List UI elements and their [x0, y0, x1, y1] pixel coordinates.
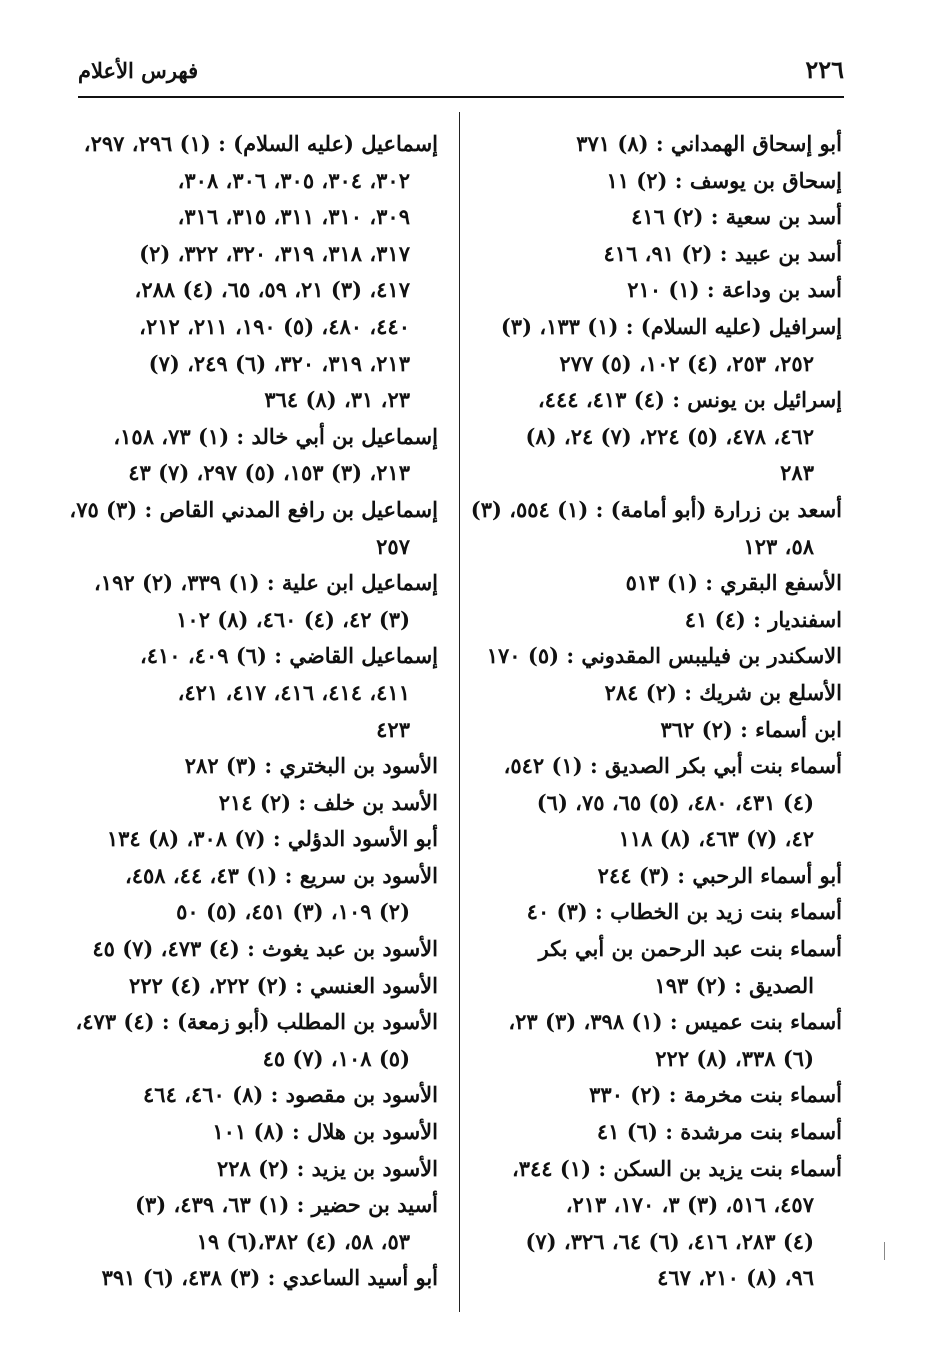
- index-entry: [476, 675, 842, 712]
- index-entry: [476, 163, 842, 200]
- entry-continuation-line: ٢٥٧: [376, 533, 410, 559]
- entry-continuation-line: ٣٠٢، ٣٠٤، ٣٠٥، ٣٠٦، ٣٠٨،: [177, 167, 410, 193]
- entry-continuation-line: ٤٥٧، ٥١٦، (٣) ٣، ١٧٠، ٢١٣،: [565, 1192, 814, 1218]
- index-entry: [78, 1260, 438, 1297]
- index-entry: [476, 565, 842, 602]
- entry-continuation-line: (٣) ٤٢، (٤) ٤٦٠، (٨) ١٠٢: [176, 606, 410, 632]
- index-column-left: [69, 126, 438, 1297]
- entry-heading-line: الأسود بن المطلب (أبو زمعة) : (٤) ٤٧٣،: [75, 1009, 438, 1035]
- entry-heading-line: أسد بن سعية : (٢) ٤١٦: [631, 204, 842, 230]
- index-entry: [476, 931, 842, 1004]
- entry-heading-line: الأسلع بن شريك : (٢) ٢٨٤: [604, 679, 842, 705]
- entry-heading-line: أسد بن وداعة : (١) ٢١٠: [627, 277, 842, 303]
- entry-heading-line: أبو أسيد الساعدي : (٣) ٤٣٨، (٦) ٣٩١: [101, 1265, 438, 1291]
- entry-heading-line: أسماء بنت عميس : (١) ٣٩٨، (٣) ٢٣،: [508, 1009, 842, 1035]
- index-entry: [78, 565, 438, 638]
- column-divider: [459, 112, 460, 1312]
- index-entry: [476, 1077, 842, 1114]
- entry-continuation-line: ٤٢، (٧) ٤٦٣، (٨) ١١٨: [618, 826, 814, 852]
- margin-mark: [884, 1242, 885, 1260]
- entry-heading-line: الأسود بن البختري : (٣) ٢٨٢: [184, 753, 438, 779]
- index-entry: [78, 126, 438, 419]
- entry-heading-line: أسماء بنت زيد بن الخطاب : (٣) ٤٠: [526, 899, 842, 925]
- index-entry: [476, 272, 842, 309]
- entry-heading-line: أسماء بنت أبي بكر الصديق : (١) ٥٤٢،: [503, 753, 842, 779]
- entry-heading-line: إسرافيل (عليه السلام) : (١) ١٣٣، (٣): [500, 313, 842, 339]
- index-entry: [476, 712, 842, 749]
- entry-continuation-line: (٦) ٣٣٨، (٨) ٢٢٢: [655, 1045, 814, 1071]
- entry-heading-line: إسماعيل القاضي : (٦) ٤٠٩، ٤١٠،: [139, 643, 438, 669]
- index-entry: [78, 1077, 438, 1114]
- entry-continuation-line: ٢٨٣: [780, 460, 814, 486]
- entry-heading-line: الأسد بن خلف : (٢) ٢١٤: [218, 789, 438, 815]
- entry-continuation-line: (٤) ٤٣١، ٤٨٠، (٥) ٦٥، ٧٥، (٦): [536, 789, 814, 815]
- index-entry: [476, 602, 842, 639]
- entry-heading-line: إسماعيل (عليه السلام) : (١) ٢٩٦، ٢٩٧،: [83, 131, 438, 156]
- header-rule: [78, 96, 844, 98]
- entry-heading-line: إسماعيل بن رافع المدني القاص : (٣) ٧٥،: [69, 496, 438, 522]
- index-entry: [476, 126, 842, 163]
- index-entry: [476, 1004, 842, 1077]
- page-number: ٢٢٦: [805, 55, 844, 84]
- entry-continuation-line: ٥٣، ٥٨، (٤) ٣٨٢،(٦) ١٩: [196, 1228, 410, 1254]
- index-entry: [78, 785, 438, 822]
- entry-continuation-line: ٤٤٠، ٤٨٠، (٥) ١٩٠، ٢١١، ٢١٢،: [139, 313, 410, 339]
- index-entry: [78, 968, 438, 1005]
- index-entry: [476, 638, 842, 675]
- index-entry: [476, 236, 842, 273]
- index-entry: [78, 858, 438, 931]
- entry-continuation-line: ٤٦٢، ٤٧٨، (٥) ٢٢٤، (٧) ٢٤، (٨): [525, 423, 814, 449]
- entry-continuation-line: ٤١٧، (٣) ٢١، ٥٩، ٦٥، (٤) ٢٨٨،: [134, 277, 410, 303]
- entry-heading-line: الأسود بن عبد يغوث : (٤) ٤٧٣، (٧) ٤٥: [92, 936, 438, 962]
- entry-heading-line: ابن أسماء : (٢) ٣٦٢: [660, 716, 842, 742]
- index-entry: [476, 1151, 842, 1297]
- index-entry: [78, 1151, 438, 1188]
- entry-heading-line: أسماء بنت مرشدة : (٦) ٤١: [596, 1119, 842, 1145]
- entry-heading-line: إسرائيل بن يونس : (٤) ٤١٣، ٤٤٤،: [537, 387, 842, 413]
- index-entry: [78, 1114, 438, 1151]
- index-entry: [78, 419, 438, 492]
- entry-continuation-line: ٥٨، ١٢٣: [743, 533, 814, 559]
- entry-continuation-line: ٤٢٣: [376, 716, 410, 742]
- entry-heading-line: الأسود بن مقصود : (٨) ٤٦٠، ٤٦٤: [143, 1082, 438, 1108]
- entry-continuation-line: ٢٥٢، ٢٥٣، (٤) ١٠٢، (٥) ٢٧٧: [559, 350, 814, 376]
- index-entry: [476, 199, 842, 236]
- entry-heading-line: الأسود بن هلال : (٨) ١٠١: [212, 1119, 438, 1145]
- entry-heading-line: أبو أسماء الرحبي : (٣) ٢٤٤: [597, 862, 842, 888]
- entry-continuation-line: ٢٣، ٣١، (٨) ٣٦٤: [264, 387, 410, 413]
- entry-continuation-line: ٣١٧، ٣١٨، ٣١٩، ٣٢٠، ٣٢٢، (٢): [139, 240, 410, 266]
- entry-continuation-line: الصديق : (٢) ١٩٣: [654, 972, 814, 998]
- entry-continuation-line: (٥) ١٠٨، (٧) ٤٥: [262, 1045, 410, 1071]
- entry-heading-line: الاسكندر بن فيليبس المقدوني : (٥) ١٧٠: [486, 643, 842, 669]
- entry-heading-line: أسماء بنت يزيد بن السكن : (١) ٣٤٤،: [511, 1155, 842, 1181]
- entry-heading-line: الأسود بن يزيد : (٢) ٢٢٨: [216, 1155, 438, 1181]
- index-entry: [476, 894, 842, 931]
- entry-heading-line: أسماء بنت مخرمة : (٢) ٣٣٠: [589, 1082, 842, 1108]
- index-column-right: [470, 126, 842, 1297]
- entry-continuation-line: ٤١١، ٤١٤، ٤١٦، ٤١٧، ٤٢١،: [177, 679, 410, 705]
- index-entry: [476, 858, 842, 895]
- index-entry: [69, 492, 438, 565]
- entry-heading-line: أسماء بنت عبد الرحمن بن أبي بكر: [538, 936, 842, 962]
- entry-continuation-line: ٢١٣، (٣) ١٥٣، (٥) ٢٩٧، (٧) ٤٣: [128, 460, 410, 486]
- entry-continuation-line: ٩٦، (٨) ٢١٠، ٤٦٧: [657, 1265, 814, 1291]
- entry-heading-line: أبو إسحاق الهمداني : (٨) ٣٧١: [576, 131, 842, 156]
- entry-heading-line: إسحاق بن يوسف : (٢) ١١: [606, 167, 842, 193]
- entry-heading-line: أسيد بن حضير : (١) ٦٣، ٤٣٩، (٣): [135, 1192, 438, 1218]
- index-entry: [78, 821, 438, 858]
- entry-heading-line: الأسفع البقري : (١) ٥١٣: [625, 570, 842, 596]
- entry-heading-line: الأسود بن سريع : (١) ٤٣، ٤٤، ٤٥٨،: [124, 862, 438, 888]
- entry-continuation-line: ٢١٣، ٣١٩، ٣٢٠، (٦) ٢٤٩، (٧): [148, 350, 410, 376]
- entry-continuation-line: (٤) ٢٨٣، ٤١٦، (٦) ٦٤، ٣٢٦، (٧): [525, 1228, 814, 1254]
- index-entry: [78, 1187, 438, 1260]
- page-header: [78, 55, 844, 100]
- index-entry: [470, 492, 842, 565]
- entry-heading-line: أسد بن عبيد : (٢) ٩١، ٤١٦: [603, 240, 842, 266]
- index-entry: [78, 931, 438, 968]
- entry-heading-line: أبو الأسود الدؤلي : (٧) ٣٠٨، (٨) ١٣٤: [106, 826, 438, 852]
- running-title: فهرس الأعلام: [78, 58, 199, 83]
- index-entry: [75, 1004, 438, 1077]
- index-entry: [476, 382, 842, 492]
- index-entry: [78, 748, 438, 785]
- entry-heading-line: إسماعيل بن أبي خالد : (١) ٧٣، ١٥٨،: [113, 423, 438, 449]
- entry-continuation-line: ٣٠٩، ٣١٠، ٣١١، ٣١٥، ٣١٦،: [177, 204, 410, 230]
- index-entry: [476, 1114, 842, 1151]
- entry-heading-line: الأسود العنسي : (٢) ٢٢٢، (٤) ٢٢٢: [129, 972, 438, 998]
- entry-heading-line: أسعد بن زرارة (أبو أمامة) : (١) ٥٥٤، (٣): [470, 496, 842, 522]
- entry-continuation-line: (٢) ١٠٩، (٣) ٤٥١، (٥) ٥٠: [176, 899, 410, 925]
- entry-heading-line: إسماعيل ابن علية : (١) ٣٣٩، (٢) ١٩٢،: [94, 570, 438, 596]
- index-entry: [476, 309, 842, 382]
- index-entry: [476, 748, 842, 858]
- entry-heading-line: اسفنديار : (٤) ٤١: [684, 606, 842, 632]
- index-entry: [78, 638, 438, 748]
